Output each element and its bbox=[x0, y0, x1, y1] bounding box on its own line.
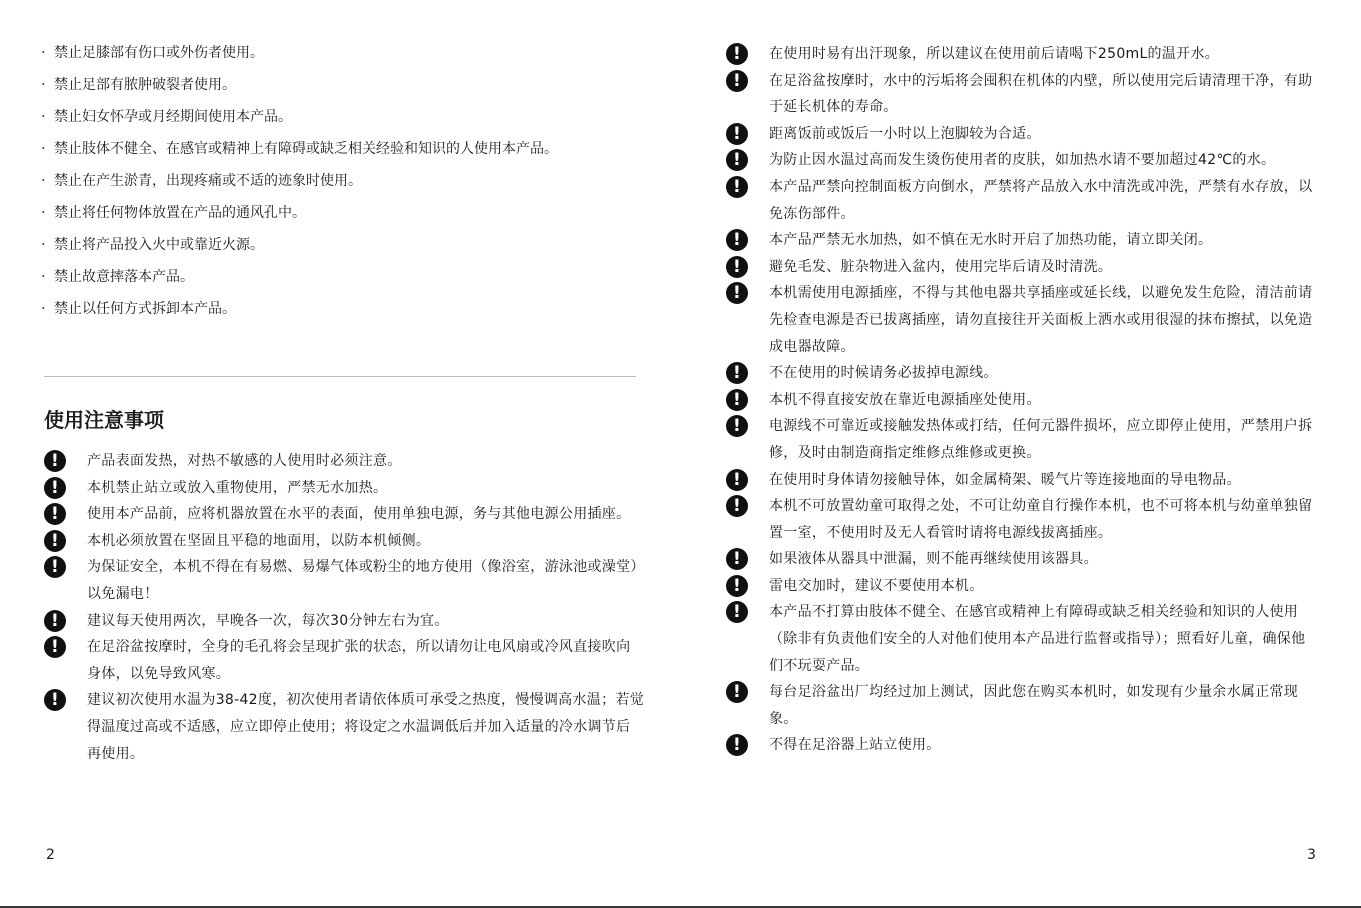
prohibition-item: · 禁止故意摔落本产品。 bbox=[40, 264, 640, 290]
precaution-text: 本机不得直接安放在靠近电源插座处使用。 bbox=[769, 391, 1041, 408]
warning-icon: ! bbox=[726, 734, 748, 756]
precaution-text: 每台足浴盆出厂均经过加上测试，因此您在购买本机时，如发现有少量余水属正常现象。 bbox=[769, 684, 1299, 727]
warning-icon: ! bbox=[44, 689, 66, 711]
precaution-text: 在足浴盆按摩时，全身的毛孔将会呈现扩张的状态，所以请勿让电风扇或冷风直接吹向身体，以免导致风寒。 bbox=[87, 639, 631, 682]
warning-icon: ! bbox=[44, 477, 66, 499]
warning-icon: ! bbox=[726, 389, 748, 411]
precaution-item bbox=[726, 413, 1316, 466]
warning-icon: ! bbox=[726, 256, 748, 278]
precaution-item bbox=[726, 227, 1316, 254]
warning-icon: ! bbox=[726, 43, 748, 65]
precaution-text: 本产品严禁向控制面板方向倒水，严禁将产品放入水中清洗或冲洗，严禁有水存放，以免冻伤部件。 bbox=[769, 178, 1313, 222]
warning-icon: ! bbox=[44, 503, 66, 525]
warning-icon: ! bbox=[726, 362, 748, 384]
precaution-item bbox=[44, 501, 644, 528]
warning-icon: ! bbox=[726, 575, 748, 597]
precaution-item bbox=[44, 448, 644, 475]
precaution-text: 本机不可放置幼童可取得之处，不可让幼童自行操作本机，也不可将本机与幼童单独留置一室，不使用时及无人看管时请将电源线拔离插座。 bbox=[769, 498, 1313, 541]
prohibition-item: · 禁止在产生淤青，出现疼痛或不适的迹象时使用。 bbox=[40, 168, 640, 194]
warning-icon: ! bbox=[726, 176, 748, 198]
precaution-text: 建议每天使用两次，早晚各一次，每次30分钟左右为宜。 bbox=[87, 612, 449, 629]
precaution-text: 为防止因水温过高而发生烫伤使用者的皮肤，如加热水请不要加超过42℃的水。 bbox=[769, 152, 1276, 169]
precaution-item bbox=[726, 493, 1316, 546]
section-title: 使用注意事项 bbox=[44, 408, 164, 432]
warning-icon: ! bbox=[44, 636, 66, 658]
prohibition-item: · 禁止足膝部有伤口或外伤者使用。 bbox=[40, 40, 640, 66]
warning-icon: ! bbox=[44, 530, 66, 552]
warning-icon: ! bbox=[726, 282, 748, 304]
warning-icon: ! bbox=[726, 495, 748, 517]
precaution-item bbox=[726, 599, 1316, 679]
precaution-item bbox=[44, 608, 644, 635]
precaution-item bbox=[726, 280, 1316, 360]
precaution-item bbox=[726, 467, 1316, 494]
warning-icon: ! bbox=[726, 469, 748, 491]
precaution-item bbox=[44, 528, 644, 555]
precaution-item bbox=[726, 387, 1316, 414]
prohibition-list bbox=[40, 40, 640, 328]
section-divider bbox=[44, 376, 636, 377]
precaution-text: 本机需使用电源插座，不得与其他电器共享插座或延长线，以避免发生危险，清洁前请先检查电源是否已拔离插座，请勿直接往开关面板上洒水或用很湿的抹布擦拭，以免造成电器故障。 bbox=[769, 285, 1313, 355]
precaution-text: 建议初次使用水温为38-42度，初次使用者请依体质可承受之热度，慢慢调高水温；若觉得温度过高或不适感，应立即停止使用；将设定之水温调低后并加入适量的冷水调节后再使用。 bbox=[87, 692, 644, 762]
precaution-item bbox=[726, 121, 1316, 148]
precaution-item bbox=[726, 360, 1316, 387]
warning-icon: ! bbox=[726, 415, 748, 437]
precaution-text: 为保证安全，本机不得在有易燃、易爆气体或粉尘的地方使用（像浴室，游泳池或澡堂）以免漏电！ bbox=[87, 559, 638, 602]
warning-icon: ! bbox=[726, 601, 748, 623]
precaution-list-left bbox=[44, 448, 644, 767]
precaution-text: 使用本产品前，应将机器放置在水平的表面，使用单独电源，务与其他电源公用插座。 bbox=[87, 506, 631, 523]
page-number: 3 bbox=[1307, 847, 1316, 863]
precaution-item bbox=[726, 254, 1316, 281]
warning-icon: ! bbox=[726, 681, 748, 703]
warning-icon: ! bbox=[44, 450, 66, 472]
warning-icon: ! bbox=[726, 149, 748, 171]
warning-icon: ! bbox=[726, 70, 748, 92]
precaution-text: 电源线不可靠近或接触发热体或打结，任何元器件损坏，应立即停止使用，严禁用户拆修，及时由制造商指定维修点维修或更换。 bbox=[769, 418, 1313, 461]
precaution-text: 本产品不打算由肢体不健全、在感官或精神上有障碍或缺乏相关经验和知识的人使用（除非有负责他们安全的人对他们使用本产品进行监督或指导）；照看好儿童，确保他们不玩耍产品。 bbox=[769, 604, 1306, 674]
prohibition-item: · 禁止以任何方式拆卸本产品。 bbox=[40, 296, 640, 322]
precaution-text: 避免毛发、脏杂物进入盆内，使用完毕后请及时清洗。 bbox=[769, 258, 1113, 275]
precaution-text: 产品表面发热，对热不敏感的人使用时必须注意。 bbox=[87, 453, 402, 469]
precaution-item bbox=[726, 546, 1316, 573]
precaution-text: 如果液体从器具中泄漏，则不能再继续使用该器具。 bbox=[769, 551, 1098, 568]
precaution-item bbox=[726, 573, 1316, 600]
page-number: 2 bbox=[46, 847, 55, 863]
precaution-item bbox=[44, 687, 644, 767]
precaution-text: 不得在足浴器上站立使用。 bbox=[769, 737, 941, 754]
right-page bbox=[680, 0, 1361, 908]
precaution-text: 在足浴盆按摩时，水中的污垢将会囤积在机体的内壁，所以使用完后请清理干净，有助于延长机体的寿命。 bbox=[769, 72, 1313, 116]
precaution-item bbox=[726, 147, 1316, 174]
prohibition-item: · 禁止妇女怀孕或月经期间使用本产品。 bbox=[40, 104, 640, 130]
precaution-text: 在使用时易有出汗现象，所以建议在使用前后请喝下250mL的温开水。 bbox=[769, 46, 1220, 62]
warning-icon: ! bbox=[726, 229, 748, 251]
precaution-item bbox=[726, 679, 1316, 732]
prohibition-item: · 禁止肢体不健全、在感官或精神上有障碍或缺乏相关经验和知识的人使用本产品。 bbox=[40, 136, 640, 162]
precaution-item bbox=[44, 475, 644, 502]
prohibition-item: · 禁止足部有脓肿破裂者使用。 bbox=[40, 72, 640, 98]
warning-icon: ! bbox=[44, 556, 66, 578]
precaution-text: 不在使用的时候请务必拔掉电源线。 bbox=[769, 365, 998, 382]
precaution-item bbox=[44, 554, 644, 607]
warning-icon: ! bbox=[726, 123, 748, 145]
warning-icon: ! bbox=[44, 610, 66, 632]
precaution-text: 本机禁止站立或放入重物使用，严禁无水加热。 bbox=[87, 479, 388, 496]
warning-icon: ! bbox=[726, 548, 748, 570]
precaution-text: 本产品严禁无水加热，如不慎在无水时开启了加热功能，请立即关闭。 bbox=[769, 232, 1213, 249]
precaution-item bbox=[726, 41, 1316, 68]
prohibition-item: · 禁止将产品投入火中或靠近火源。 bbox=[40, 232, 640, 258]
precaution-text: 本机必须放置在坚固且平稳的地面用，以防本机倾侧。 bbox=[87, 532, 431, 549]
precaution-list-right bbox=[726, 41, 1316, 759]
precaution-text: 雷电交加时，建议不要使用本机。 bbox=[769, 577, 984, 594]
left-page bbox=[0, 0, 680, 908]
precaution-item bbox=[726, 732, 1316, 759]
prohibition-item: · 禁止将任何物体放置在产品的通风孔中。 bbox=[40, 200, 640, 226]
precaution-text: 在使用时身体请勿接触导体，如金属椅架、暖气片等连接地面的导电物品。 bbox=[769, 471, 1241, 488]
precaution-item bbox=[44, 634, 644, 687]
precaution-item bbox=[726, 174, 1316, 227]
precaution-text: 距离饭前或饭后一小时以上泡脚较为合适。 bbox=[769, 125, 1041, 142]
precaution-item bbox=[726, 68, 1316, 121]
